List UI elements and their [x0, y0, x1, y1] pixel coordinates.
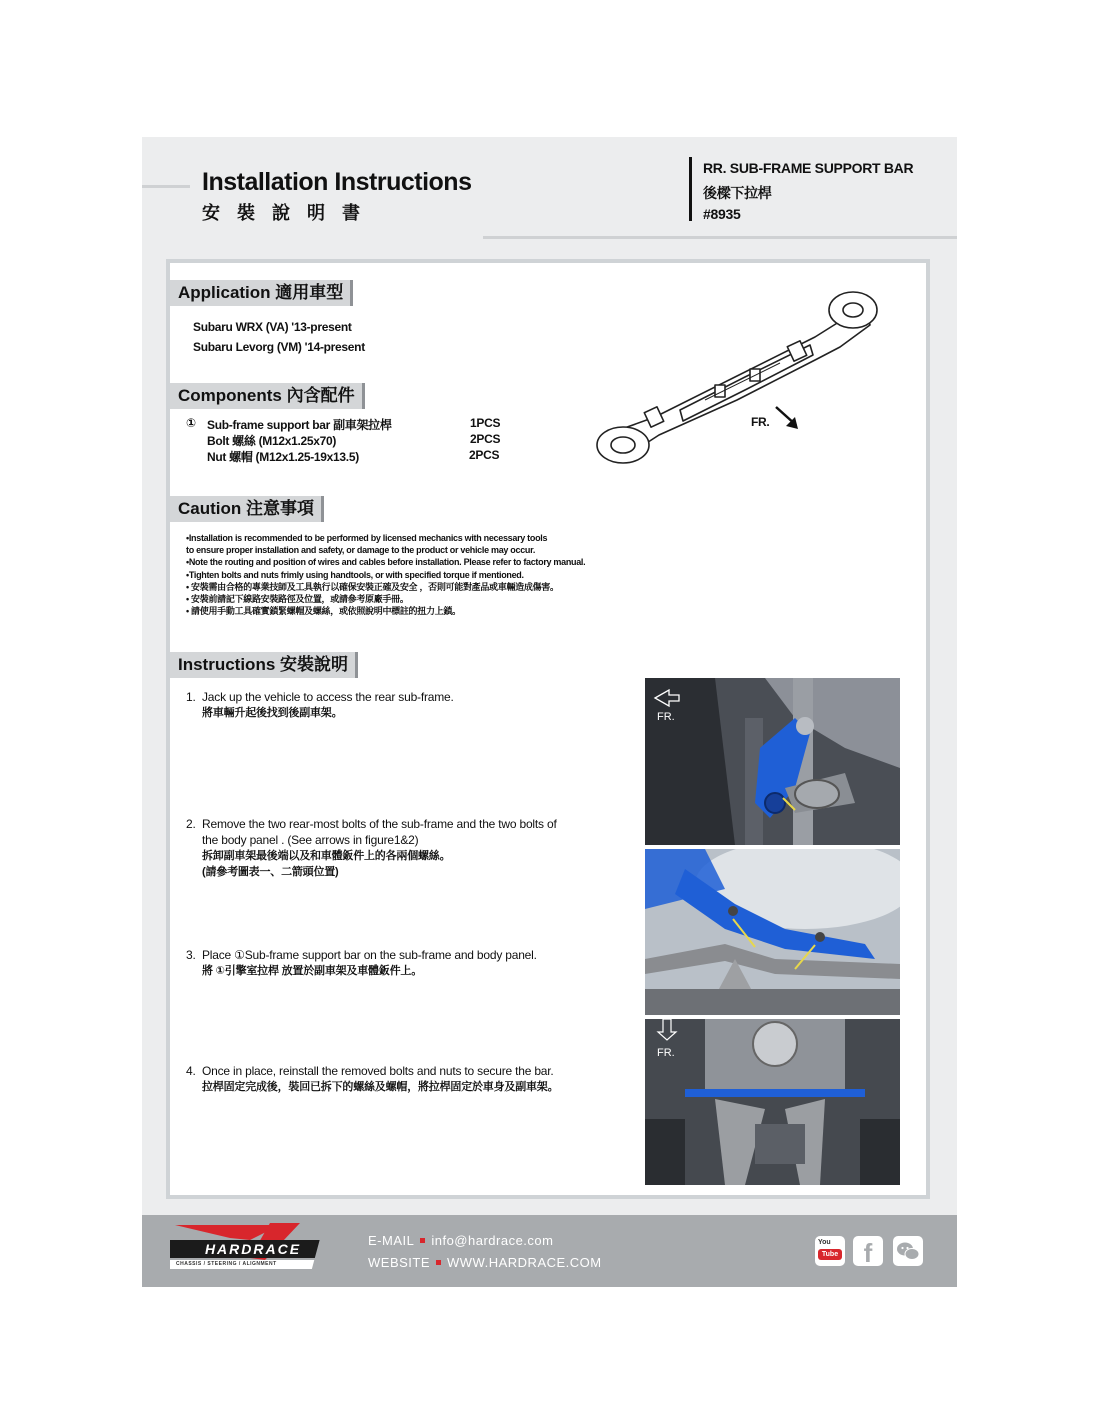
direction-label: FR.	[751, 415, 770, 429]
step-text: the body panel . (See arrows in figure1&2)	[202, 833, 419, 847]
component-name: Bolt 螺絲 (M12x1.25x70)	[207, 434, 337, 448]
vehicle-item: Subaru WRX (VA) '13-present	[193, 320, 352, 334]
step-2	[186, 816, 557, 880]
step-text-zh: 拆卸副車架最後端以及和車體鈑件上的各兩個螺絲。	[202, 850, 451, 862]
step-3	[186, 947, 537, 979]
step-4	[186, 1063, 558, 1095]
figure-2-photo	[645, 849, 900, 1015]
facebook-icon[interactable]	[853, 1236, 883, 1266]
step-number: 1.	[186, 690, 196, 704]
youtube-icon-badge: Tube	[818, 1249, 842, 1260]
caution-line: to ensure proper installation and safety, or damage to the product or vehicle may occur.	[186, 545, 536, 556]
figure-2-illustration	[645, 849, 900, 1015]
part-number: #8935	[703, 206, 741, 222]
header-divider	[689, 157, 692, 221]
website-link[interactable]: WWW.HARDRACE.COM	[447, 1255, 602, 1270]
step-text-zh: (請參考圖表一、二箭頭位置)	[202, 866, 339, 878]
youtube-icon[interactable]	[815, 1236, 845, 1266]
caution-line: •Installation is recommended to be performed by licensed mechanics with necessary tools	[186, 533, 548, 543]
wechat-icon[interactable]	[893, 1236, 923, 1266]
website-line	[368, 1255, 602, 1270]
figure-1-photo	[645, 678, 900, 845]
photo-direction-label: FR.	[657, 711, 675, 723]
step-number: 4.	[186, 1064, 196, 1078]
component-name: Sub-frame support bar 副車架拉桿	[207, 418, 392, 432]
caution-heading: Caution 注意事項	[170, 496, 321, 522]
step-text: Jack up the vehicle to access the rear sub-frame.	[202, 690, 454, 704]
caution-line: • 安裝需由合格的專業技師及工具執行以確保安裝正確及安全 ，否則可能對產品或車輛造成傷害。	[186, 581, 559, 592]
caution-text	[186, 532, 585, 617]
photo-direction-label: FR.	[657, 1047, 675, 1059]
step-text: Place ①Sub-frame support bar on the sub-frame and body panel.	[202, 948, 537, 962]
wechat-icon-glyph	[893, 1236, 923, 1266]
product-name-zh: 後樑下拉桿	[703, 185, 772, 201]
caution-line: • 請使用手動工具確實鎖緊螺帽及螺絲，或依照說明中標註的扭力上鎖。	[186, 606, 461, 617]
brand-name: HARDRACE	[204, 1241, 302, 1257]
caution-line: • 安裝前請記下線路安裝路徑及位置，或請參考原廠手冊。	[186, 594, 409, 605]
step-text: Remove the two rear-most bolts of the sub-frame and the two bolts of	[202, 817, 557, 831]
caution-line: •Note the routing and position of wires and cables before installation. Please refer to factory manual.	[186, 557, 586, 568]
bullet-icon	[436, 1260, 441, 1265]
support-bar-drawing	[585, 285, 885, 470]
component-qty: 1PCS	[470, 416, 501, 430]
components-heading: Components 內含配件	[170, 383, 362, 409]
step-text-zh: 將 ①引擎室拉桿 放置於副車架及車體鈑件上。	[202, 965, 423, 977]
page-title-zh: 安 裝 說 明 書	[202, 203, 367, 223]
facebook-icon-glyph: f	[863, 1238, 873, 1268]
component-marker: ①	[186, 416, 196, 430]
email-label: E-MAIL	[368, 1233, 415, 1248]
page-title: Installation Instructions	[202, 168, 472, 196]
brand-tagline: CHASSIS / STEERING / ALIGNMENT	[176, 1261, 277, 1267]
instructions-heading: Instructions 安裝說明	[170, 652, 355, 678]
component-name: Nut 螺帽 (M12x1.25-19x13.5)	[207, 450, 359, 464]
step-1	[186, 689, 454, 721]
component-qty: 2PCS	[469, 448, 500, 462]
website-label: WEBSITE	[368, 1255, 431, 1270]
component-qty: 2PCS	[470, 432, 501, 446]
step-text-zh: 將車輛升起後找到後副車架。	[202, 707, 343, 719]
step-text-zh: 拉桿固定完成後，裝回已拆下的螺絲及螺帽，將拉桿固定於車身及副車架。	[202, 1081, 559, 1093]
step-number: 2.	[186, 817, 196, 831]
vehicle-item: Subaru Levorg (VM) '14-present	[193, 340, 365, 354]
step-number: 3.	[186, 948, 196, 962]
application-heading: Application 適用車型	[170, 280, 350, 306]
header-rule-left	[142, 185, 190, 188]
email-link[interactable]: info@hardrace.com	[431, 1233, 554, 1248]
figure-1-illustration	[645, 678, 900, 845]
bullet-icon	[420, 1238, 425, 1243]
header-rule-right	[483, 236, 957, 239]
step-text: Once in place, reinstall the removed bolts and nuts to secure the bar.	[202, 1064, 554, 1078]
product-name: RR. SUB-FRAME SUPPORT BAR	[703, 160, 914, 176]
figure-3-illustration	[645, 1019, 900, 1185]
email-line	[368, 1233, 553, 1248]
caution-line: •Tighten bolts and nuts frimly using handtools, or with specified torque if mentioned.	[186, 569, 524, 580]
figure-3-photo	[645, 1019, 900, 1185]
youtube-icon-text: You	[818, 1239, 831, 1246]
direction-arrow-icon	[774, 405, 802, 431]
